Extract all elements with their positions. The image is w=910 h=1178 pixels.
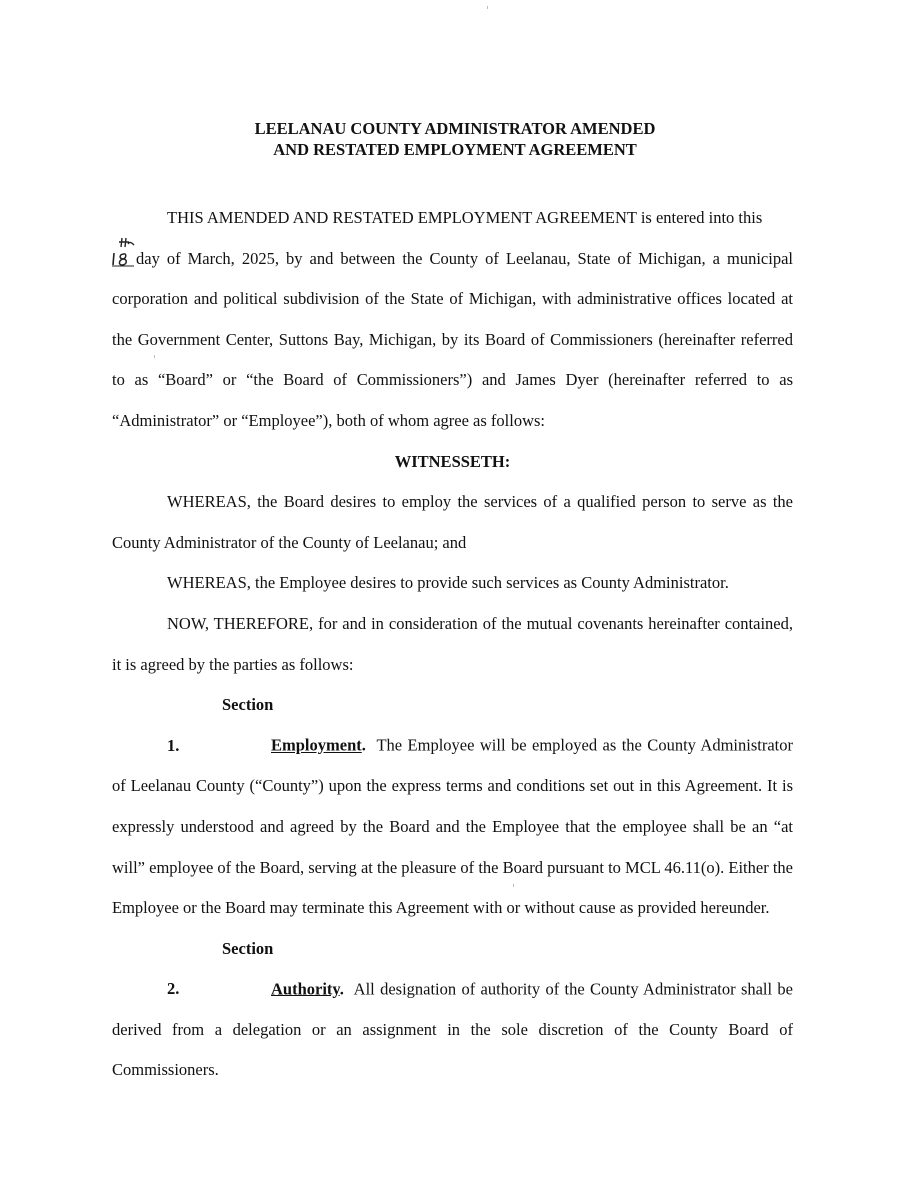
handwritten-date-signature — [112, 249, 134, 267]
title-line-2: AND RESTATED EMPLOYMENT AGREEMENT — [273, 140, 637, 159]
section-1-number: Section 1. — [167, 695, 274, 755]
title-line-1: LEELANAU COUNTY ADMINISTRATOR AMENDED — [254, 119, 656, 138]
scan-speck — [487, 6, 488, 9]
intro-line-1: THIS AMENDED AND RESTATED EMPLOYMENT AGREEMENT is entered into this — [167, 208, 763, 227]
section-2-paragraph: Section 2. Authority. All designation of authority of the County Administrator shall be derived from a delegation or an assignment in the sole discretion of the County Board of Commissioners. — [112, 929, 793, 1091]
intro-paragraph — [112, 198, 793, 442]
intro-rest: day of March, 2025, by and between the County of Leelanau, State of Michigan, a municipal corporation and political subdivision of the State of Michigan, with administrative offices located at the Government Center, Suttons Bay, Michigan, by its Board of Commissioners (hereinafter referred to as “Board” or “the Board of Commissioners”) and James Dyer (hereinafter referred to as “Administrator” or “Employee”), both of whom agree as follows: — [112, 248, 793, 430]
document-title — [0, 118, 910, 160]
section-2-heading: Authority — [271, 979, 340, 999]
section-1-paragraph: Section 1. Employment. The Employee will be employed as the County Administrator of Leelanau County (“County”) upon the express terms and conditions set out in this Agreement. It is expressly understood and agreed by the Board and the Employee that the employee shall be an “at will” employee of the Board, serving at the pleasure of the Board pursuant to MCL 46.11(o). Either the Employee or the Board may terminate this Agreement with or without cause as provided hereunder. — [112, 685, 793, 929]
section-1-heading: Employment — [271, 735, 362, 755]
document-body — [112, 198, 793, 1091]
now-therefore-paragraph: NOW, THEREFORE, for and in consideration of the mutual covenants hereinafter contained, it is agreed by the parties as follows: — [112, 613, 793, 674]
section-1-text: The Employee will be employed as the County Administrator of Leelanau County (“County”) upon the express terms and conditions set out in this Agreement. It is expressly understood and agreed by the Board and the Employee that the employee shall be an “at will” employee of the Board, serving at the pleasure of the Board pursuant to MCL 46.11(o). Either the Employee or the Board may terminate this Agreement with or without cause as provided hereunder. — [112, 735, 794, 918]
scan-speck — [513, 884, 514, 887]
whereas-paragraph-1: WHEREAS, the Board desires to employ the services of a qualified person to serve as the County Administrator of the County of Leelanau; and — [112, 492, 793, 552]
section-2-text: All designation of authority of the County Administrator shall be derived from a delegation or an assignment in the sole discretion of the County Board of Commissioners. — [112, 979, 794, 1080]
section-2-number: Section 2. — [167, 938, 274, 999]
whereas-paragraph-2: WHEREAS, the Employee desires to provide such services as County Administrator. — [167, 573, 729, 593]
witnesseth-heading: WITNESSETH: — [394, 451, 511, 471]
scan-speck — [154, 355, 155, 358]
